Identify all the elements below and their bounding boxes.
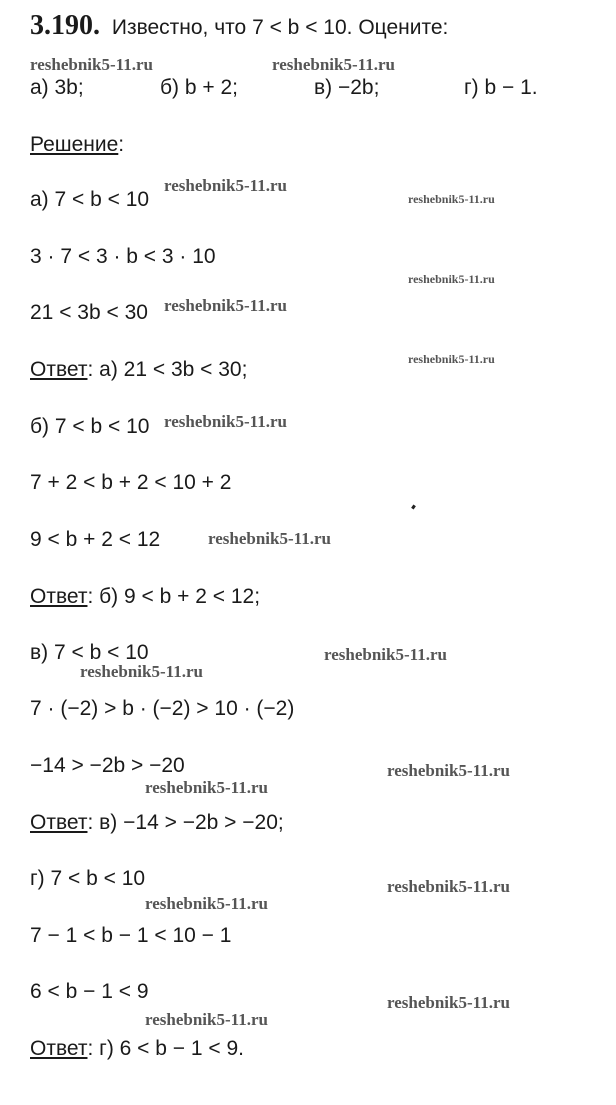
problem-options bbox=[30, 76, 590, 100]
solution-line-c2: 7 · (−2) > b · (−2) > 10 · (−2) bbox=[30, 697, 295, 720]
answer-label: Ответ bbox=[30, 358, 88, 381]
answer-label: Ответ bbox=[30, 585, 88, 608]
scan-speck bbox=[411, 505, 416, 510]
option-d: г) b − 1. bbox=[464, 76, 538, 99]
solution-line-c1: в) 7 < b < 10 bbox=[30, 641, 149, 664]
solution-line-b1: б) 7 < b < 10 bbox=[30, 415, 150, 438]
watermark: reshebnik5-11.ru bbox=[164, 176, 287, 195]
watermark: reshebnik5-11.ru bbox=[30, 55, 153, 74]
solution-line-b3: 9 < b + 2 < 12 bbox=[30, 528, 161, 551]
watermark: reshebnik5-11.ru bbox=[324, 645, 447, 664]
solution-heading: Решение: bbox=[30, 133, 125, 156]
watermark: reshebnik5-11.ru bbox=[387, 877, 510, 896]
watermark: reshebnik5-11.ru bbox=[408, 272, 495, 286]
watermark: reshebnik5-11.ru bbox=[145, 894, 268, 913]
watermark: reshebnik5-11.ru bbox=[387, 993, 510, 1012]
solution-line-b2: 7 + 2 < b + 2 < 10 + 2 bbox=[30, 471, 232, 494]
solution-line-a3: 21 < 3b < 30 bbox=[30, 301, 148, 324]
answer-line-a: Ответ: а) 21 < 3b < 30; bbox=[30, 358, 248, 381]
answer-line-b: Ответ: б) 9 < b + 2 < 12; bbox=[30, 585, 261, 608]
option-b: б) b + 2; bbox=[160, 76, 238, 99]
solution-line-a2: 3 · 7 < 3 · b < 3 · 10 bbox=[30, 245, 216, 268]
watermark: reshebnik5-11.ru bbox=[145, 778, 268, 797]
watermark: reshebnik5-11.ru bbox=[408, 352, 495, 366]
option-a: а) 3b; bbox=[30, 76, 84, 99]
answer-line-d: Ответ: г) 6 < b − 1 < 9. bbox=[30, 1037, 244, 1060]
watermark: reshebnik5-11.ru bbox=[80, 662, 203, 681]
watermark: reshebnik5-11.ru bbox=[164, 412, 287, 431]
option-c: в) −2b; bbox=[314, 76, 380, 99]
problem-statement: Известно, что 7 < b < 10. Оцените: bbox=[111, 16, 449, 39]
solution-line-c3: −14 > −2b > −20 bbox=[30, 754, 185, 777]
answer-label: Ответ bbox=[30, 811, 88, 834]
solution-line-a1: а) 7 < b < 10 bbox=[30, 188, 150, 211]
watermark: reshebnik5-11.ru bbox=[164, 296, 287, 315]
problem-header bbox=[30, 10, 449, 41]
watermark: reshebnik5-11.ru bbox=[408, 192, 495, 206]
watermark: reshebnik5-11.ru bbox=[145, 1010, 268, 1029]
problem-number: 3.190. bbox=[30, 10, 100, 41]
watermark: reshebnik5-11.ru bbox=[387, 761, 510, 780]
answer-label: Ответ bbox=[30, 1037, 88, 1060]
solution-line-d2: 7 − 1 < b − 1 < 10 − 1 bbox=[30, 924, 232, 947]
solution-line-d3: 6 < b − 1 < 9 bbox=[30, 980, 149, 1003]
answer-line-c: Ответ: в) −14 > −2b > −20; bbox=[30, 811, 284, 834]
watermark: reshebnik5-11.ru bbox=[272, 55, 395, 74]
watermark: reshebnik5-11.ru bbox=[208, 529, 331, 548]
solution-line-d1: г) 7 < b < 10 bbox=[30, 867, 146, 890]
